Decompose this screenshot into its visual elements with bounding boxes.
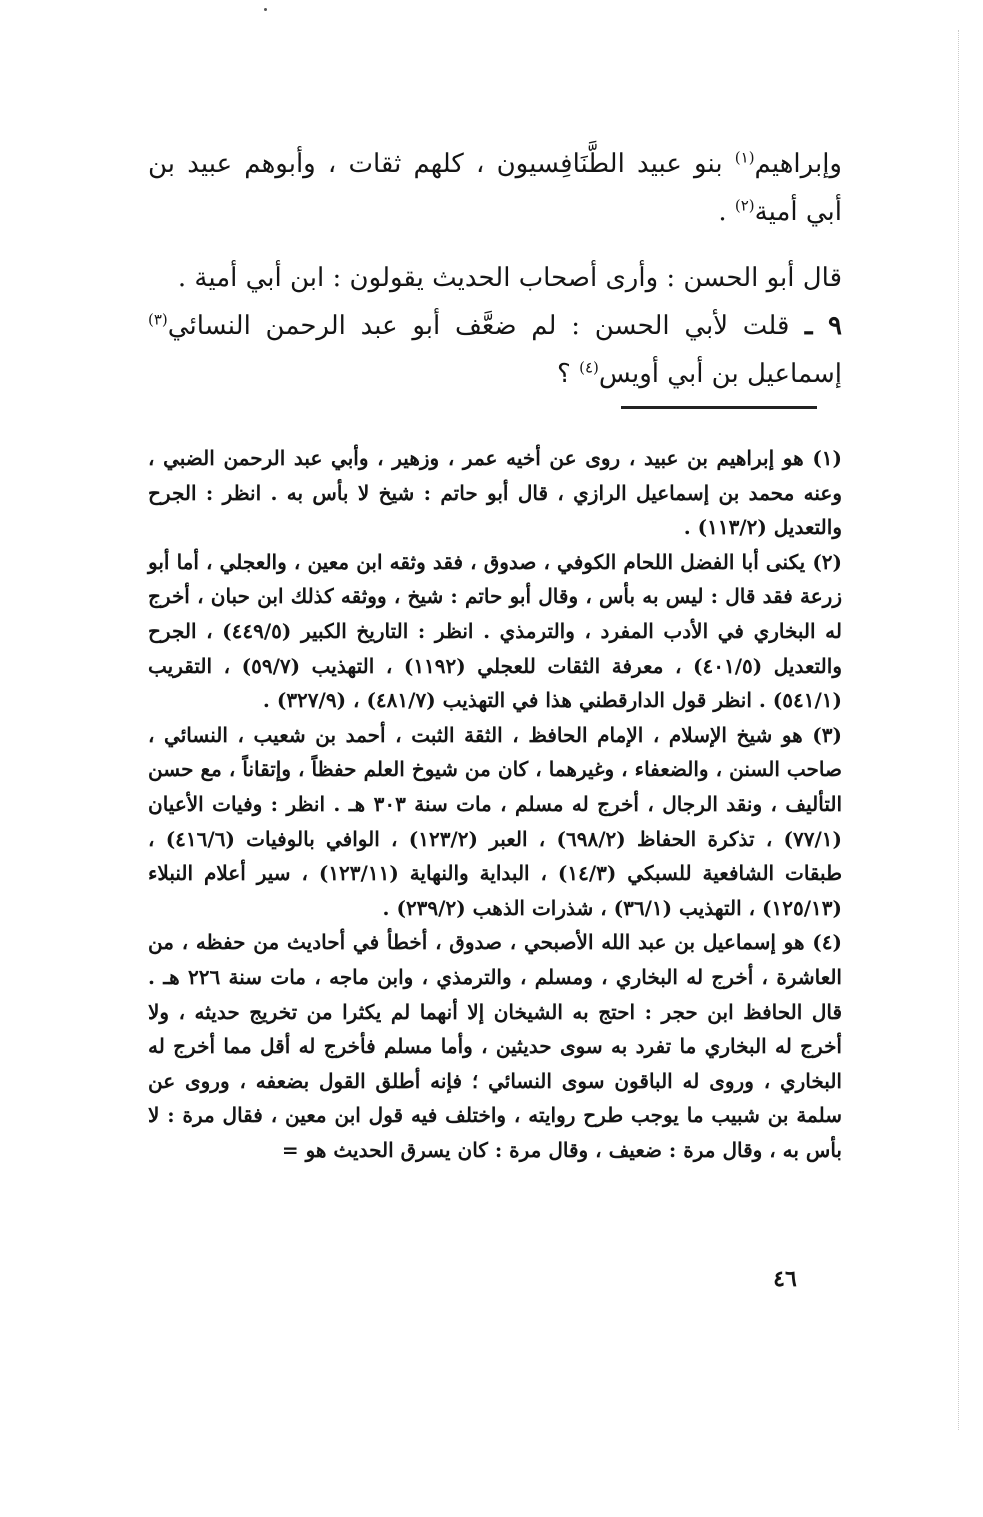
paragraph-text: وإبراهيم	[754, 149, 842, 179]
footnote-1: (١) هو إبراهيم بن عبيد ، روى عن أخيه عمر ، وزهير ، وأبي عبد الرحمن الضبي ، وعنه محمد بن إسماعيل الرازي ، قال أبو حاتم : شيخ لا بأس به . انظر : الجرح والتعديل (١١٣/٢) .	[148, 446, 843, 540]
scan-speck	[264, 8, 267, 11]
item-dash: ـ	[789, 311, 829, 341]
footnote-3: (٣) هو شيخ الإسلام ، الإمام الحافظ ، الثقة الثبت ، أحمد بن شعيب ، النسائي ، صاحب السنن ، والضعفاء ، وغيرهما ، كان من شيوخ العلم حفظاً ، وإتقاناً ، مع حسن التأليف ، ونقد الرجال ، أخرج له مسلم ، مات سنة ٣٠٣ هـ . انظر : وفيات الأعيان (٧٧/١) ، تذكرة الحفاظ (٦٩٨/٢) ، العبر (١٢٣/٢) ، الوافي بالوفيات (٤١٦/٦) ، طبقات الشافعية للسبكي (١٤/٣) ، البداية والنهاية (١٢٣/١١) ، سير أعلام النبلاء (١٢٥/١٣) ، التهذيب (٣٦/١) ، شذرات الذهب (٢٣٩/٢) .	[148, 722, 843, 920]
paragraph-item-9	[148, 302, 842, 398]
main-text	[148, 140, 842, 398]
paragraph-text: ؟	[557, 359, 580, 389]
footnote-marker-1: (١)	[734, 148, 755, 167]
paragraph-abu-al-hasan: قال أبو الحسن : وأرى أصحاب الحديث يقولون : ابن أبي أمية .	[177, 263, 842, 293]
footnote-marker-2: (٢)	[734, 196, 755, 215]
footnote-marker-4: (٤)	[579, 358, 599, 377]
footnote-separator	[621, 406, 817, 409]
paragraph-text: بنو عبيد الطَّنَافِسيون ، كلهم ثقات ، وأبوهم عبيد بن أبي أمية	[148, 149, 842, 227]
page-edge-shadow	[958, 30, 960, 1430]
footnote-4: (٤) هو إسماعيل بن عبد الله الأصبحي ، صدوق ، أخطأ في أحاديث من حفظه ، من العاشرة ، أخرج له البخاري ، ومسلم ، والترمذي ، وابن ماجه ، مات سنة ٢٢٦ هـ . قال الحافظ ابن حجر : احتج به الشيخان إلا أنهما لم يكثرا من تخريج حديثه ، ولا أخرج له البخاري ما تفرد به سوى حديثين ، وأما مسلم فأخرج له أقل مما أخرج له البخاري ، وروى له الباقون سوى النسائي ؛ فإنه أطلق القول بضعفه ، وروى عن سلمة بن شبيب ما يوجب طرح روايته ، واختلف فيه قول ابن معين ، فقال مرة : لا بأس به ، وقال مرة : ضعيف ، وقال مرة : كان يسرق الحديث هو =	[148, 930, 842, 1162]
paragraph-text: إسماعيل بن أبي أويس	[598, 359, 842, 389]
page-number: ٤٦	[773, 1266, 797, 1292]
footnote-marker-3: (٣)	[148, 310, 168, 329]
item-number: ٩	[828, 311, 842, 341]
paragraph-text: .	[718, 197, 735, 227]
footnotes	[148, 441, 842, 1167]
paragraph-text: قلت لأبي الحسن : لم ضعَّف أبو عبد الرحمن النسائي	[167, 311, 790, 341]
footnote-2: (٢) يكنى أبا الفضل اللحام الكوفي ، صدوق ، فقد وثقه ابن معين ، والعجلي ، أما أبو زرعة فقد قال : ليس به بأس ، وقال أبو حاتم : شيخ ، ووثقه كذلك ابن حبان ، أخرج له البخاري في الأدب المفرد ، والترمذي . انظر : التاريخ الكبير (٤٤٩/٥) ، الجرح والتعديل (٤٠١/٥) ، معرفة الثقات للعجلي (١١٩٢) ، التهذيب (٥٩/٧) ، التقريب (٥٤١/١) . انظر قول الدارقطني هذا في التهذيب (٤٨١/٧) ، (٣٢٧/٩) .	[148, 549, 842, 713]
paragraph-ibrahim	[148, 140, 842, 236]
